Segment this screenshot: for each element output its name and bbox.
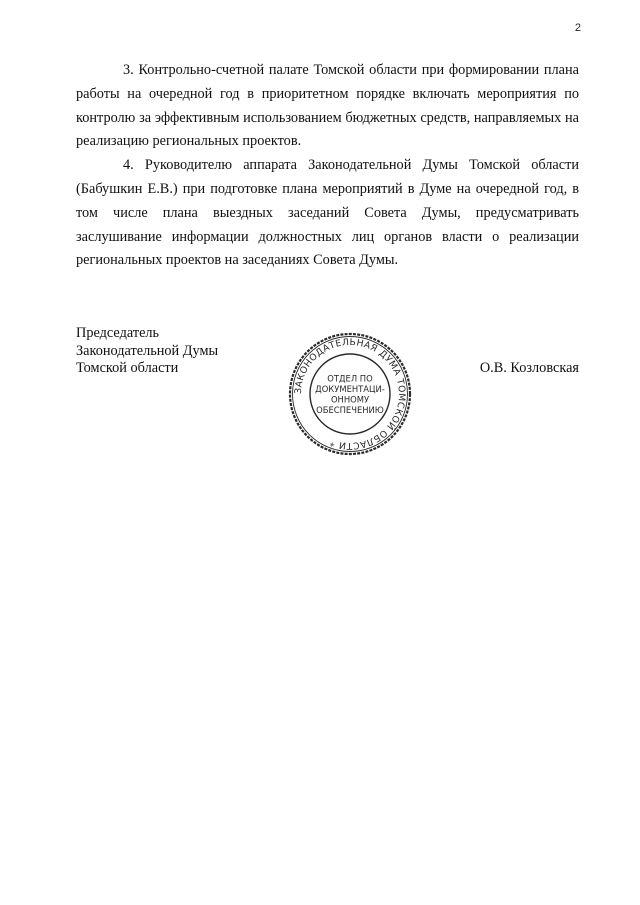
stamp-ring-text: ЗАКОНОДАТЕЛЬНАЯ ДУМА ТОМСКОЙ ОБЛАСТИ * xyxy=(292,336,408,452)
signer-position-line: Томской области xyxy=(76,360,179,376)
stamp-seal xyxy=(287,331,413,457)
document-body xyxy=(76,59,579,273)
official-stamp xyxy=(287,331,413,457)
paragraph-item-4: 4. Руководителю аппарата Законодательной Думы Томской области (Бабушкин Е.В.) при подготовке плана мероприятий в Думе на очередной год, в том числе плана выездных заседаний Совета Думы, предусматривать заслушивание информации должностных лиц органов власти о реализации региональных проектов на заседаниях Совета Думы. xyxy=(76,157,579,269)
signer-position-line: Председатель xyxy=(76,325,160,341)
stamp-center-line: ОБЕСПЕЧЕНИЮ xyxy=(316,404,384,415)
stamp-center-line: ДОКУМЕНТАЦИ- xyxy=(315,383,385,394)
paragraph-item-3: 3. Контрольно-счетной палате Томской области при формировании плана работы на очередной год в приоритетном порядке включать мероприятия по контролю за эффективным использованием бюджетных средств, направляемых на реализацию региональных проектов. xyxy=(76,62,579,150)
stamp-center-line: ОТДЕЛ ПО xyxy=(327,373,373,384)
signer-name: О.В. Козловская xyxy=(479,360,579,376)
stamp-center-line: ОННОМУ xyxy=(330,394,370,405)
stamp-center-text xyxy=(315,373,385,415)
signer-position-line: Законодательной Думы xyxy=(76,342,219,359)
page-number: 2 xyxy=(574,22,581,34)
